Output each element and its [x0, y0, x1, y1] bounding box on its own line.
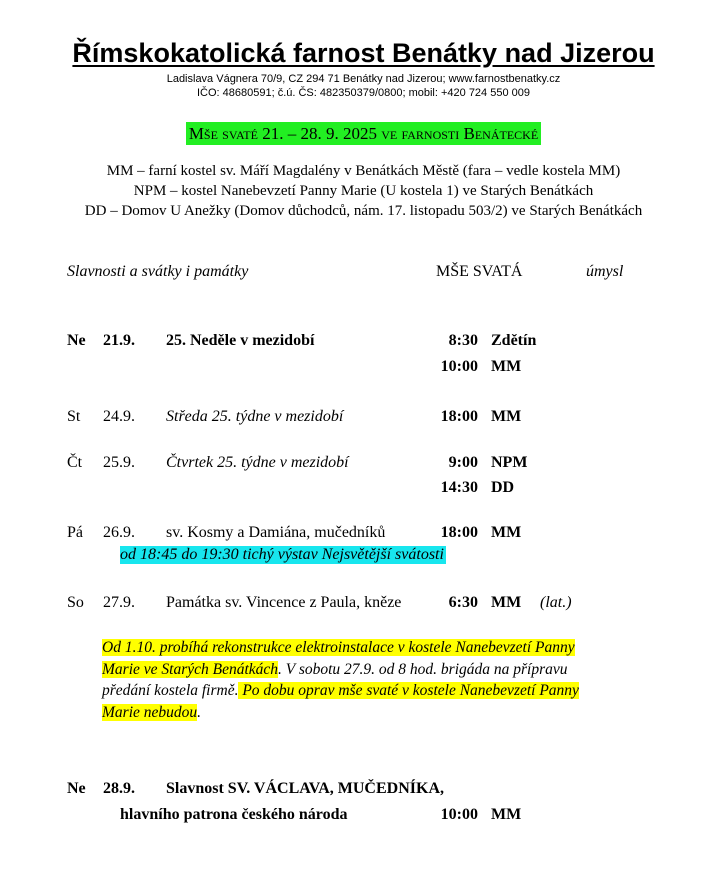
renovation-notice: [102, 637, 602, 723]
time-thu-25-2: 14:30: [440, 479, 478, 496]
contact-line: IČO: 48680591; č.ú. ČS: 482350379/0800; mobil: +420 724 550 009: [196, 87, 530, 99]
place-sun-21-2: MM: [491, 358, 522, 375]
day-sun-21: Ne: [67, 332, 86, 349]
time-sun-21-1: 8:30: [448, 332, 478, 349]
place-wed-24: MM: [491, 408, 522, 425]
adoration-note: od 18:45 do 19:30 tichý výstav Nejsvětější svátosti: [120, 546, 444, 563]
address-line: Ladislava Vágnera 70/9, CZ 294 71 Benátky nad Jizerou; www.farnostbenatky.cz: [166, 73, 561, 85]
day-sat-27: So: [67, 594, 84, 611]
legend-dd: DD – Domov U Anežky (Domov důchodců, nám. 17. listopadu 503/2) ve Starých Benátkách: [84, 203, 643, 219]
column-header-intention: úmysl: [586, 263, 624, 280]
feast-wed-24: Středa 25. týdne v mezidobí: [166, 408, 344, 425]
legend-npm: NPM – kostel Nanebevzetí Panny Marie (U kostela 1) ve Starých Benátkách: [133, 183, 594, 199]
place-sun-21-1: Zdětín: [491, 332, 537, 349]
feast-sat-27: Památka sv. Vincence z Paula, kněze: [166, 594, 402, 611]
day-fri-26: Pá: [67, 524, 83, 541]
day-thu-25: Čt: [67, 454, 83, 471]
legend-mm: MM – farní kostel sv. Máří Magdalény v Benátkách Městě (fara – vedle kostela MM): [106, 163, 621, 179]
parish-title: Římskokatolická farnost Benátky nad Jizerou: [72, 38, 655, 68]
time-fri-26: 18:00: [440, 524, 478, 541]
time-sun-21-2: 10:00: [440, 358, 478, 375]
date-sat-27: 27.9.: [103, 594, 135, 611]
time-wed-24: 18:00: [440, 408, 478, 425]
latin-note: (lat.): [540, 594, 572, 611]
time-thu-25-1: 9:00: [448, 454, 478, 471]
schedule-banner: [0, 124, 727, 144]
date-fri-26: 26.9.: [103, 524, 135, 541]
feast-thu-25: Čtvrtek 25. týdne v mezidobí: [166, 454, 349, 471]
day-sun-28: Ne: [67, 780, 86, 797]
time-sun-28: 10:00: [440, 806, 478, 823]
column-header-mass: MŠE SVATÁ: [436, 263, 523, 280]
banner-text: Mše svaté 21. – 28. 9. 2025 ve farnosti Benátecké: [186, 122, 541, 145]
date-sun-28: 28.9.: [103, 780, 135, 797]
feast-sun-28: Slavnost SV. VÁCLAVA, MUČEDNÍKA,: [166, 780, 444, 797]
place-sat-27: MM: [491, 594, 522, 611]
date-sun-21: 21.9.: [103, 332, 135, 349]
column-header-feasts: Slavnosti a svátky i památky: [67, 263, 249, 280]
place-fri-26: MM: [491, 524, 522, 541]
notice-highlight-2: Po dobu oprav mše svaté v kostele Nanebevzetí Panny Marie nebudou: [102, 682, 579, 721]
day-wed-24: St: [67, 408, 81, 425]
notice-text-end: .: [197, 703, 202, 721]
date-wed-24: 24.9.: [103, 408, 135, 425]
feast-fri-26: sv. Kosmy a Damiána, mučedníků: [166, 524, 386, 541]
notice-highlight-1: Od 1.10. probíhá rekonstrukce elektroinstalace v kostele Nanebevzetí Panny Marie ve Starých Benátkách: [102, 639, 575, 678]
date-thu-25: 25.9.: [103, 454, 135, 471]
place-thu-25-2: DD: [491, 479, 515, 496]
place-thu-25-1: NPM: [491, 454, 528, 471]
feast-sun-28-line2: hlavního patrona českého národa: [120, 806, 348, 823]
feast-sun-21: 25. Neděle v mezidobí: [166, 332, 315, 349]
notice-text-brigade: . V sobotu 27.9. od 8 hod. brigáda na přípravu předání kostela firmě.: [102, 660, 568, 699]
place-sun-28: MM: [491, 806, 522, 823]
time-sat-27: 6:30: [448, 594, 478, 611]
